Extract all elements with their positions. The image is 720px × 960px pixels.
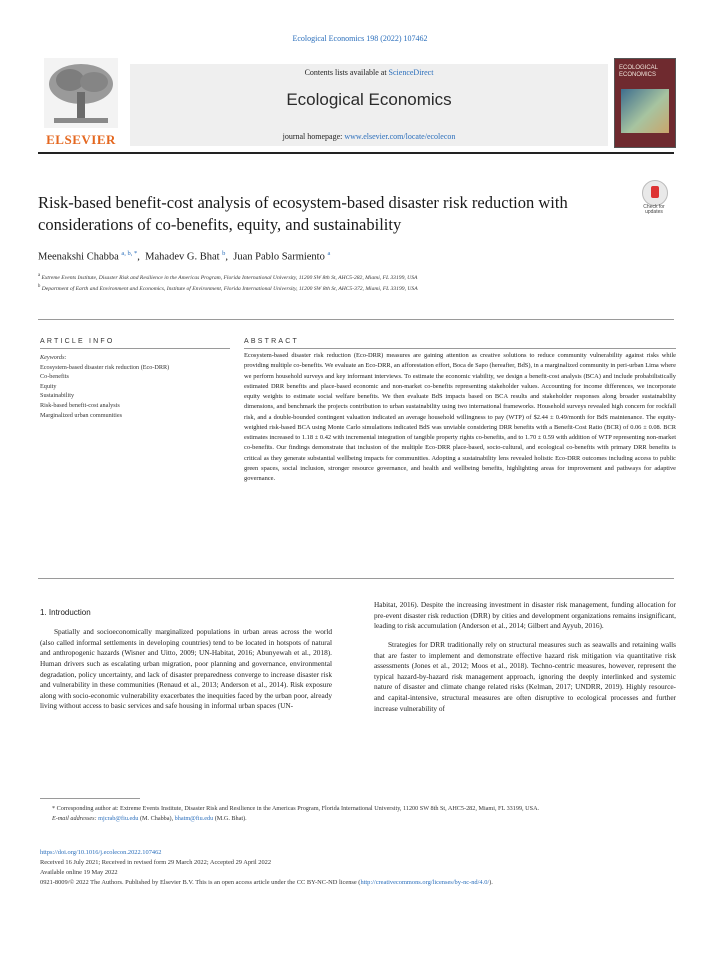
keyword: Co-benefits bbox=[40, 373, 69, 381]
keywords-block bbox=[40, 353, 230, 420]
affiliation: $^a$ Extreme Events Institute, Disaster Risk and Resilience in the Americas Program, Florida International University, 11200 SW 8th St, AHC5-282, Miami, FL 33199, USA bbox=[38, 273, 418, 281]
journal-cover[interactable] bbox=[614, 58, 676, 148]
check-for-updates-icon bbox=[642, 180, 668, 206]
body-paragraph: Spatially and socioeconomically marginalized populations in urban areas across the world (also called informal settlements in developing countries) tend to be located in hotspots of natural and anthropogenic hazards (Wisner and Uitto, 2009; UN-Habitat, 2016; Abunyewah et al., 2018). Human drivers such as escalating urban migration, poor planning and governance, environmental degradation, policy uncertainty, and lack of disaster preparedness converge to increase disaster risk and vulnerability in these communities (Renaud et al., 2013; Anderson et al., 2014). Risk exposure along with socio-economic vulnerability exacerbates the inequities faced by the urban poor, already living without access to basic services and safe housing in informal urban spaces (UN- bbox=[40, 627, 332, 711]
author-marks[interactable]: a, b, * bbox=[121, 250, 138, 257]
available-line: Available online 19 May 2022 bbox=[40, 868, 118, 876]
keywords-label: Keywords: bbox=[40, 354, 67, 361]
header-divider bbox=[38, 152, 674, 154]
check-for-updates-button[interactable] bbox=[636, 180, 672, 216]
divider bbox=[244, 348, 676, 349]
article-info-heading: ARTICLE INFO bbox=[40, 338, 115, 345]
abstract-text: Ecosystem-based disaster risk reduction (Eco-DRR) measures are gaining attention as creative solutions to reduce community vulnerability against risks while providing multiple co-benefits. We evaluate an Eco-DRR, an afforestation effort, Boca de Sapo (hereafter, BdS), in a marginalized community in peri-urban Lima where we perform household surveys and key informant interviews. To estimate the economic viability, we design a benefit-cost analysis (BCA) and include probabilistically estimated DRR benefits and place-based economic and non-market co-benefits representing stakeholder values. Accounting for income differences, we incorporate equity weights to estimate social welfare benefits. We then evaluate BdS impacts based on BCA results and stakeholder responses along broader sustainability dimensions, and benchmark the projects contribution to urban sustainability using two international frameworks. Household surveys revealed high concern for rockfall risk, and a double-bounded contingent valuation indicated an average household willingness to pay (WTP) of $2.44 ± 0.49/month for BdS maintenance. The equity-weighted risk-based BCA using Monte Carlo simulations indicated BdS was unviable considering DRR benefits with a Benefit-Cost Ratio (BCR) of 0.06 ± 0.08. BCR estimates increased to 1.18 ± 0.42 with incremental integration of tangible property rights co-benefits, and to 1.70 ± 0.59 with addition of WTP representing non-market co-benefits. Our findings demonstrate that inclusion of the multiple Eco-DRR place-based, socio-cultural, and ecological co-benefits with primary DRR benefits is critical as they generate substantial wellbeing impacts for communities. Adopting a sustainability lens revealed holistic Eco-DRR outcomes including access to public green spaces, social inclusion, stronger resource governance, and health and wellbeing benefits, highlighting areas for improvement and pathways for adaptive governance. bbox=[244, 352, 676, 482]
body-column-left bbox=[40, 627, 332, 712]
divider bbox=[38, 319, 674, 320]
author-name[interactable]: Juan Pablo Sarmiento bbox=[233, 251, 325, 263]
divider bbox=[38, 578, 674, 579]
corresponding-author-note: * Corresponding author at: Extreme Events Institute, Disaster Risk and Resilience in the Americas Program, Florida International University, 11200 SW 8th St, AHC5-282, Miami, FL 33199, USA. bbox=[52, 805, 540, 812]
email-link[interactable]: bhatm@fiu.edu bbox=[174, 814, 214, 822]
contents-line: Contents lists available at ScienceDirect bbox=[304, 68, 434, 77]
elsevier-wordmark: ELSEVIER bbox=[46, 132, 116, 147]
journal-header bbox=[130, 64, 608, 146]
publication-info bbox=[40, 848, 676, 888]
doi-link[interactable]: https://doi.org/10.1016/j.ecolecon.2022.107462 bbox=[40, 849, 162, 856]
journal-homepage-link[interactable]: www.elsevier.com/locate/ecolecon bbox=[344, 132, 456, 141]
elsevier-logo bbox=[38, 58, 124, 154]
sciencedirect-link[interactable]: ScienceDirect bbox=[388, 68, 434, 77]
email-line: E-mail addresses: mjcrab@fiu.edu (M. Chabba), bhatm@fiu.edu (M.G. Bhat). bbox=[52, 814, 247, 822]
footnote-divider bbox=[40, 798, 140, 799]
keyword: Sustainability bbox=[40, 392, 75, 400]
affiliation: $^b$ Department of Earth and Environment and Economics, Institute of Environment, Florida International University, 11200 SW 8th St, AHC5-372, Miami, FL 33199, USA bbox=[38, 283, 418, 292]
keyword: Marginalized urban communities bbox=[40, 411, 123, 419]
author-marks[interactable]: a bbox=[327, 250, 331, 257]
section-heading-introduction: 1. Introduction bbox=[40, 608, 91, 617]
author-list: Meenakshi Chabba $^{a, b, *}$, Mahadev G. Bhat $^b$, Juan Pablo Sarmiento $^a$ bbox=[38, 250, 331, 263]
dates-line: Received 16 July 2021; Received in revised form 29 March 2022; Accepted 29 April 2022 bbox=[40, 858, 272, 866]
author-name[interactable]: Meenakshi Chabba bbox=[38, 251, 119, 263]
cover-image bbox=[621, 89, 669, 133]
elsevier-tree-icon bbox=[44, 58, 118, 128]
divider bbox=[40, 348, 230, 349]
keyword: Equity bbox=[40, 382, 57, 390]
homepage-line: journal homepage: www.elsevier.com/locate/ecolecon bbox=[282, 132, 456, 141]
keyword: Ecosystem-based disaster risk reduction (Eco-DRR) bbox=[40, 363, 170, 371]
license-link[interactable]: http://creativecommons.org/licenses/by-nc-nd/4.0/ bbox=[360, 878, 490, 886]
affiliations bbox=[38, 272, 674, 293]
author-marks[interactable]: b bbox=[222, 250, 226, 257]
abstract-heading: ABSTRACT bbox=[244, 338, 299, 345]
check-for-updates-label: Check for updates bbox=[643, 204, 665, 216]
cover-title: ECOLOGICAL ECONOMICS bbox=[619, 65, 658, 78]
footnotes bbox=[40, 804, 676, 823]
article-title: Risk-based benefit-cost analysis of ecosystem-based disaster risk reduction with considerations of co-benefits, equity, and sustainability bbox=[38, 193, 568, 234]
body-column-right bbox=[374, 600, 676, 714]
license-line: 0921-8009/© 2022 The Authors. Published by Elsevier B.V. This is an open access article under the CC BY-NC-ND license (http://creativecommons.org/licenses/by-nc-nd/4.0/). bbox=[40, 878, 493, 886]
body-paragraph: Strategies for DRR traditionally rely on structural measures such as seawalls and retaining walls that are faster to implement and demonstrate effective hazard risk mitigation via quantitative risk assessments (Jones et al., 2012; Moos et al., 2018). Techno-centric measures, however, represent the typical hazard-by-hazard risk management approach, ignoring the deeply interlinked and systemic nature of disaster and climate change related risks (Kelman, 2017; UNDRR, 2019). Highly resource- and capital-intensive, structural measures are often disruptive to ecological processes and further increase vulnerability of bbox=[374, 639, 676, 713]
journal-title: Ecological Economics bbox=[286, 90, 452, 109]
author-name[interactable]: Mahadev G. Bhat bbox=[145, 251, 220, 263]
journal-reference[interactable]: Ecological Economics 198 (2022) 107462 bbox=[292, 34, 428, 43]
email-link[interactable]: mjcrab@fiu.edu bbox=[98, 814, 139, 822]
body-paragraph: Habitat, 2016). Despite the increasing investment in disaster risk management, funding allocation for pre-event disaster risk reduction (DRR) by cities and development organizations remains insignificant, leading to risk accumulation (Anderson et al., 2014; Gilbert and Ayyub, 2016). bbox=[374, 600, 676, 631]
keyword: Risk-based benefit-cost analysis bbox=[40, 402, 120, 410]
